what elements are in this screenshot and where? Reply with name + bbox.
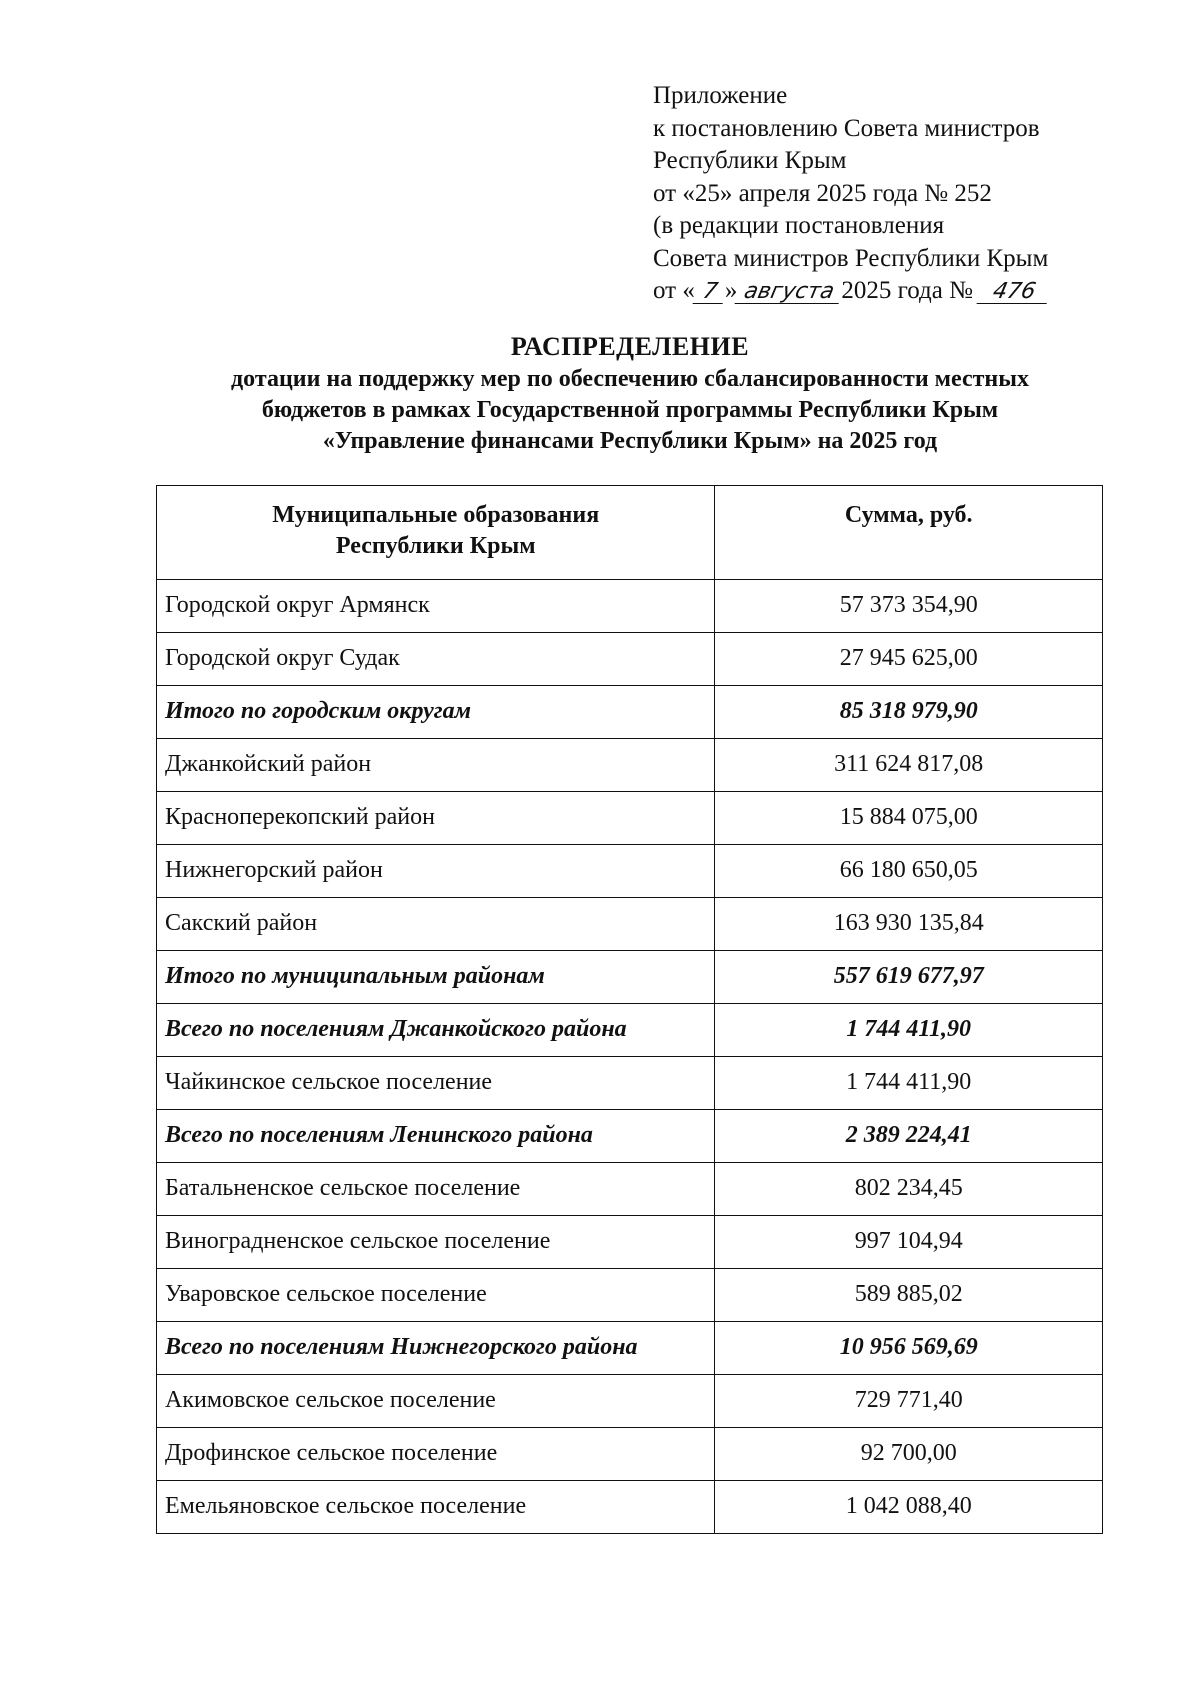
title-subtitle-line: дотации на поддержку мер по обеспечению сбалансированности местных [231,366,1029,392]
title-subtitle-line: бюджетов в рамках Государственной программы Республики Крым [261,397,999,423]
appendix-block [653,80,1049,308]
table-total-row [157,1322,1103,1375]
appendix-line: к постановлению Совета министров [653,114,1040,142]
distribution-table [156,485,1103,1534]
municipality-name: Батальненское сельское поселение [157,1163,715,1216]
municipality-name: Итого по городским округам [157,686,715,739]
table-row [157,845,1103,898]
document-title [100,330,1160,457]
municipality-name: Виноградненское сельское поселение [157,1216,715,1269]
table-row [157,580,1103,633]
amount-value: 57 373 354,90 [715,580,1103,633]
table-row [157,792,1103,845]
amount-value: 27 945 625,00 [715,633,1103,686]
municipality-name: Нижнегорский район [157,845,715,898]
table-total-row [157,1110,1103,1163]
appendix-amendment-date-line [653,275,1049,308]
amount-value: 15 884 075,00 [715,792,1103,845]
amount-value: 1 744 411,90 [715,1057,1103,1110]
title-subtitle-line: «Управление финансами Республики Крым» на 2025 год [322,428,938,454]
municipality-name: Городской округ Армянск [157,580,715,633]
table-total-row [157,686,1103,739]
table-row [157,1481,1103,1534]
amount-value: 1 042 088,40 [715,1481,1103,1534]
table-row [157,898,1103,951]
handwritten-number: 476 [977,281,1052,304]
municipality-name: Акимовское сельское поселение [157,1375,715,1428]
amount-value: 311 624 817,08 [715,739,1103,792]
amount-value: 997 104,94 [715,1216,1103,1269]
header-municipality-line: Республики Крым [335,533,536,559]
municipality-name: Всего по поселениям Нижнегорского района [157,1322,715,1375]
table-total-row [157,951,1103,1004]
handwritten-month: августа [735,281,844,304]
appendix-date-year: 2025 года № [841,277,973,304]
municipality-name: Емельяновское сельское поселение [157,1481,715,1534]
appendix-line: от «25» апреля 2025 года № 252 [653,179,992,207]
municipality-name: Дрофинское сельское поселение [157,1428,715,1481]
municipality-name: Сакский район [157,898,715,951]
municipality-name: Всего по поселениям Ленинского района [157,1110,715,1163]
table-row [157,1216,1103,1269]
table-total-row [157,1004,1103,1057]
amount-value: 2 389 224,41 [715,1110,1103,1163]
table-row [157,1375,1103,1428]
amount-value: 802 234,45 [715,1163,1103,1216]
appendix-date-quote: » [724,277,738,304]
title-main: РАСПРЕДЕЛЕНИЕ [510,332,750,361]
table-row [157,1163,1103,1216]
amount-value: 1 744 411,90 [715,1004,1103,1057]
amount-value: 729 771,40 [715,1375,1103,1428]
municipality-name: Уваровское сельское поселение [157,1269,715,1322]
table-row [157,1428,1103,1481]
amount-value: 163 930 135,84 [715,898,1103,951]
municipality-name: Итого по муниципальным районам [157,951,715,1004]
header-municipality-line: Муниципальные образования [272,502,600,528]
handwritten-day: 7 [692,281,727,304]
table-row [157,1057,1103,1110]
appendix-date-prefix: от « [653,277,695,304]
amount-value: 66 180 650,05 [715,845,1103,898]
amount-value: 92 700,00 [715,1428,1103,1481]
table-row [157,739,1103,792]
table-body [157,580,1103,1534]
municipality-name: Чайкинское сельское поселение [157,1057,715,1110]
amount-value: 557 619 677,97 [715,951,1103,1004]
municipality-name: Джанкойский район [157,739,715,792]
appendix-line: Приложение [653,82,788,109]
amount-value: 589 885,02 [715,1269,1103,1322]
appendix-line: Совета министров Республики Крым [653,244,1049,272]
table-row [157,1269,1103,1322]
header-municipality [157,486,715,580]
appendix-line: Республики Крым [653,147,847,174]
municipality-name: Всего по поселениям Джанкойского района [157,1004,715,1057]
municipality-name: Красноперекопский район [157,792,715,845]
amount-value: 85 318 979,90 [715,686,1103,739]
appendix-line: (в редакции постановления [653,212,945,239]
table-header-row [157,486,1103,580]
header-amount: Сумма, руб. [715,486,1103,580]
amount-value: 10 956 569,69 [715,1322,1103,1375]
table-row [157,633,1103,686]
municipality-name: Городской округ Судак [157,633,715,686]
